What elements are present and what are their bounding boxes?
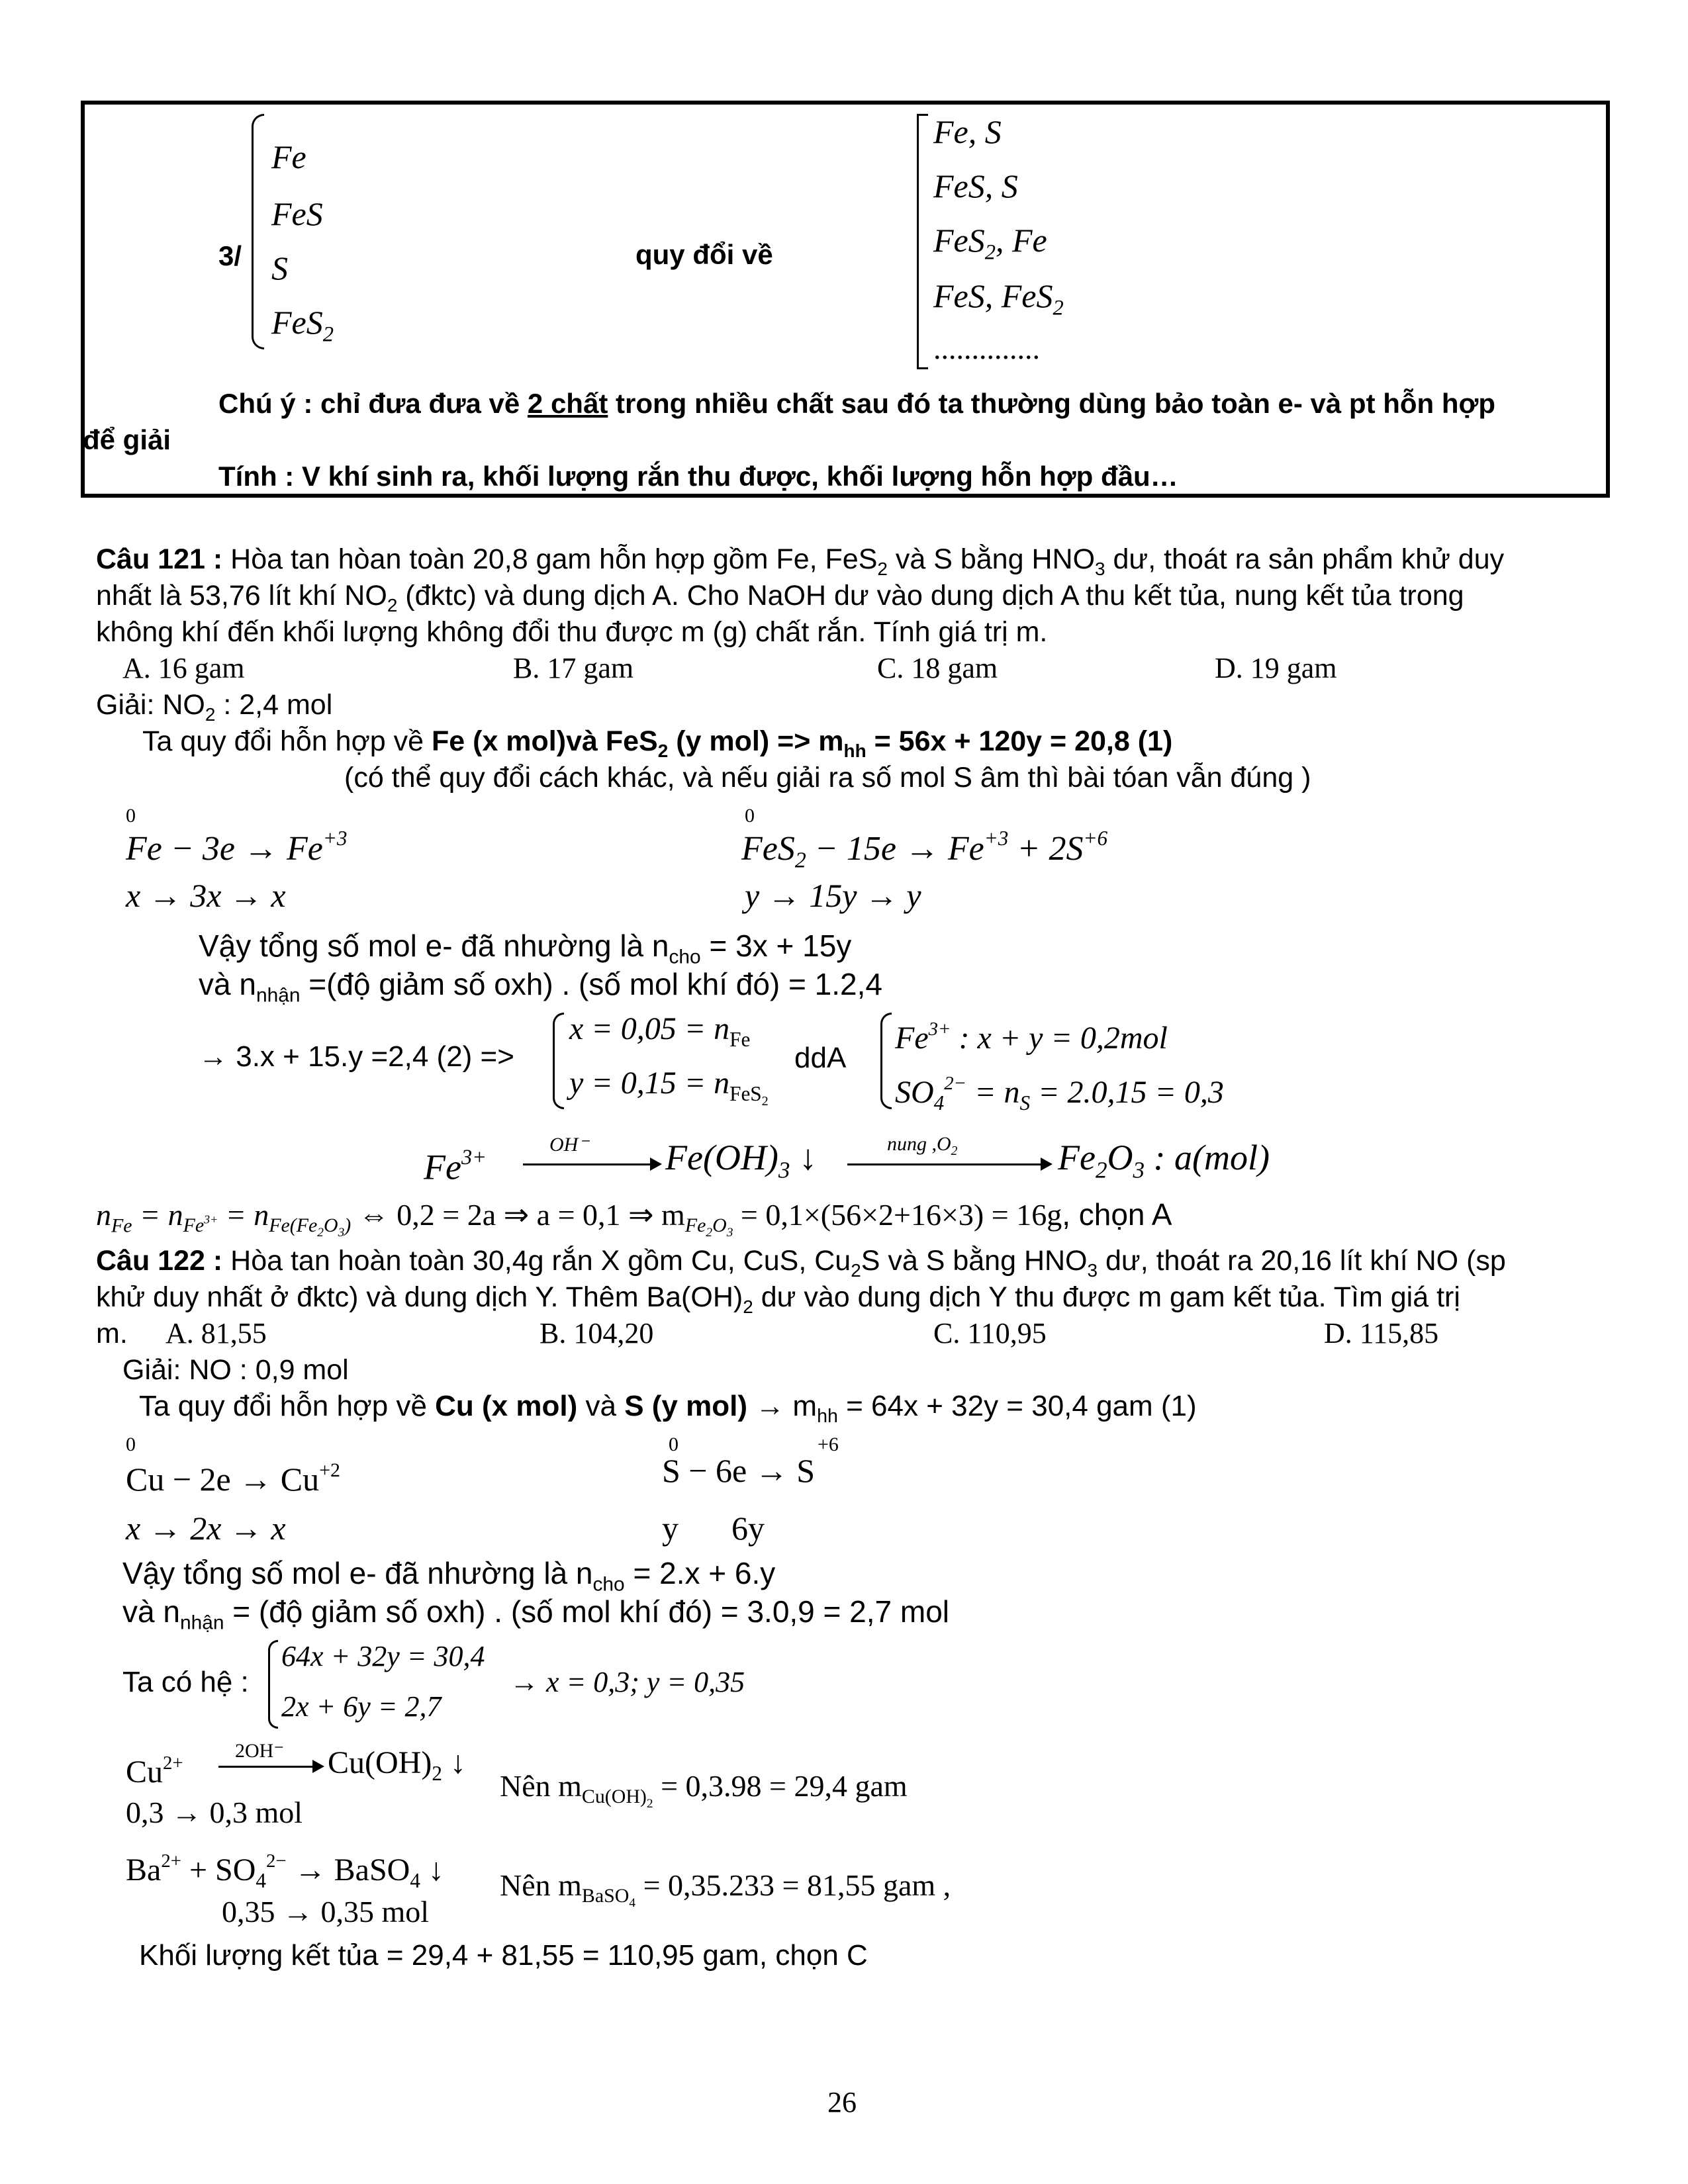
q121-ion-fe: $Fe^{3+}$ : x + y = 0,2mol: [895, 1019, 1168, 1056]
q122-r1-product: $Cu(OH)_2$ ↓: [328, 1745, 466, 1785]
right-set-item: FeS, FeS$_2$: [933, 277, 1064, 320]
q122-sys-result: → x = 0,3; y = 0,35: [510, 1666, 745, 1698]
q122-convert-line: Ta quy đổi hỗn hợp về Cu (x mol) và S (y $mol) \to m_{hh} = 64x + 32y = 30,4$ gam (1): [139, 1390, 1197, 1427]
q122-total: Khối lượng kết tủa = 29,4 + 81,55 = 110,95 gam, chọn C: [139, 1939, 868, 1972]
arrow-head: [312, 1760, 324, 1773]
page-number: 26: [827, 2086, 857, 2118]
q121-option-c[interactable]: C. 18 gam: [877, 652, 998, 684]
scheme-fe2o3: $Fe_2O_3$ : a(mol): [1058, 1138, 1270, 1183]
q121-solution-header: Giải: $NO_2$ : 2,4 mol: [96, 689, 333, 725]
convert-label: quy đổi về: [635, 239, 773, 270]
q122-eq-s-mol-y: y: [662, 1510, 679, 1547]
q121-convert-note: (có thể quy đổi cách khác, và nếu giải ra số mol S âm thì bài tóan vẫn đúng ): [344, 762, 1311, 794]
q121-text-line: Câu 121 : Hòa tan hòan toàn 20,8 gam hỗn hợp gồm Fe, FeS$_2$ và S bằng $HNO_3$ dư, thoát ra sản phẩm khử duy: [96, 543, 1505, 579]
q121-final-line: $n_{Fe} = n_{Fe^{3+}} = n_{Fe(Fe_2O_3)}$ ⇔ 0,2 = 2a ⇒ a = 0,1 ⇒ $m_{Fe_2O_3} = 0,1\times(56\times 2+16\times 3) = 16g$, chọn A: [96, 1197, 1172, 1240]
q121-text-line: nhất là 53,76 lít khí $NO_2$ (đktc) và dung dịch A. Cho NaOH dư vào dung dịch A thu kết tủa, nung kết tủa trong: [96, 580, 1464, 615]
q122-eq-s-mol-6y: 6y: [731, 1510, 765, 1547]
q122-r2-eq: $Ba^{2+} + SO_4^{2-}$ → BaSO$_4$ ↓: [126, 1850, 444, 1893]
arrow-line: [218, 1766, 318, 1768]
q122-r1-mol: 0,3 → 0,3 mol: [126, 1796, 303, 1829]
oxidation-zero: 0: [126, 805, 136, 827]
q122-solution-header: Giải: NO : 0,9 mol: [122, 1354, 349, 1386]
right-set-item: ..............: [933, 332, 1040, 365]
q122-text-line: Câu 122 : Hòa tan hoàn toàn 30,4g rắn X gồm Cu, CuS, $Cu_2S$ và S bằng $HNO_3$ dư, thoát ra 20,16 lít khí NO (sp: [96, 1245, 1506, 1281]
q122-sys-eq1: 64x + 32y = 30,4: [281, 1640, 485, 1672]
q121-convert-line: Ta quy đổi hỗn hợp về Fe (x mol)và FeS$_2$ (y $mol) => m_{hh} = 56x + 120y = 20,8$ (1): [142, 725, 1173, 761]
right-set-item: Fe, S: [933, 113, 1002, 150]
q121-sum-give: Vậy tổng số mol e- đã nhường là $n_{cho} = 3x + 15y$: [199, 929, 852, 968]
system-brace: [553, 1013, 564, 1109]
scheme-reagent-oh: OH⁻: [549, 1134, 589, 1156]
left-set-item: FeS: [271, 195, 323, 232]
q122-r2-mass: Nên $m_{BaSO_4} = 0,35.233 = 81,55$ gam ,: [500, 1868, 951, 1911]
calc-line: Tính : V khí sinh ra, khối lượng rắn thu được, khối lượng hỗn hợp đầu…: [218, 461, 1178, 492]
oxidation-plus6: +6: [818, 1433, 839, 1455]
q121-eq-fe-mol: x → 3x → x: [126, 877, 286, 914]
q122-r2-mol: 0,35 → 0,35 mol: [222, 1895, 430, 1929]
q122-system-lead: Ta có hệ :: [122, 1666, 249, 1698]
q122-option-d[interactable]: D. 115,85: [1324, 1317, 1439, 1349]
q122-text-line: m.: [96, 1318, 128, 1349]
q122-option-b[interactable]: B. 104,20: [539, 1317, 654, 1349]
q121-system-lead: → 3.x + 15.y =2,4 (2) =>: [199, 1040, 514, 1073]
q121-sum-recv: và $n_{nhận}$ =(độ giảm số oxh) . (số mol khí đó) = 1.2,4: [199, 967, 882, 1007]
left-set-item: S: [271, 250, 288, 287]
right-set-item: FeS$_2$, Fe: [933, 222, 1047, 265]
q121-eq-fes2-mol: y → 15y → y: [745, 877, 921, 914]
note-line-2: để giải: [83, 424, 171, 455]
arrow-line: [523, 1163, 655, 1165]
arrow-head: [1041, 1158, 1053, 1171]
q121-sys-eq2: $y = 0,15 = n_{FeS_2}$: [569, 1066, 769, 1109]
summary-box: [81, 101, 1610, 498]
q121-eq-fes2: $FeS_2 - 15e \to Fe^{+3} + 2S^{+6}$: [741, 827, 1108, 873]
dda-label: ddA: [794, 1042, 847, 1074]
q121-option-a[interactable]: A. 16 gam: [122, 652, 245, 684]
q122-r1-mass: Nên $m_{Cu(OH)_2} = 0,3.98 = 29,4$ gam: [500, 1769, 908, 1811]
arrow-line: [847, 1163, 1046, 1165]
q122-sum-give: Vậy tổng số mol e- đã nhường là $n_{cho} = 2.x + 6.y$: [122, 1556, 776, 1596]
q122-r1-cu: $Cu^{2+}$: [126, 1752, 183, 1790]
q122-r1-reagent: 2OH⁻: [235, 1740, 285, 1762]
q122-eq-cu-mol: x → 2x → x: [126, 1510, 286, 1547]
q122-option-a[interactable]: A. 81,55: [165, 1317, 267, 1349]
q122-text-line: khử duy nhất ở đktc) và dung dịch Y. Thêm $Ba(OH)_2$ dư vào dung dịch Y thu được m gam kết tủa. Tìm giá trị: [96, 1281, 1460, 1317]
left-set-item: Fe: [271, 138, 306, 175]
q121-ion-so4: $SO_4^{2-} = n_S = 2.0,15 = 0,3$: [895, 1073, 1224, 1115]
q121-option-b[interactable]: B. 17 gam: [513, 652, 634, 684]
note-line: Chú ý : chỉ đưa đưa về 2 chất trong nhiều chất sau đó ta thường dùng bảo toàn e- và pt hỗn hợp: [218, 388, 1496, 419]
q121-sys-eq1: $x = 0,05 = n_{Fe}$: [569, 1011, 751, 1051]
oxidation-zero: 0: [126, 1433, 136, 1455]
left-brace: [252, 114, 264, 349]
scheme-reagent-nung: nung $,O_2$: [887, 1133, 958, 1158]
system-brace: [268, 1640, 278, 1729]
scheme-feoh3: $Fe(OH)_3$ ↓: [665, 1138, 817, 1183]
left-set-item: FeS$_2$: [271, 304, 334, 347]
oxidation-zero: 0: [669, 1433, 679, 1455]
q122-sum-recv: và $n_{nhận}$ = (độ giảm số oxh) . (số mol khí đó) = 3.0,9 = 2,7 mol: [122, 1594, 950, 1634]
right-set-item: FeS, S: [933, 167, 1018, 205]
ion-brace: [880, 1013, 892, 1109]
q122-eq-s: S − 6e → S: [662, 1452, 816, 1489]
q122-sys-eq2: 2x + 6y = 2,7: [281, 1690, 442, 1723]
item-label: 3/: [218, 240, 242, 271]
scheme-fe3: $Fe^{3+}$: [424, 1146, 487, 1187]
oxidation-zero: 0: [745, 805, 755, 827]
q122-eq-cu: $Cu - 2e \to Cu^{+2}$: [126, 1459, 341, 1498]
q121-text-line: không khí đến khối lượng không đổi thu được m (g) chất rắn. Tính giá trị m.: [96, 616, 1048, 648]
q121-eq-fe: $Fe - 3e \to Fe^{+3}$: [126, 827, 348, 868]
q122-option-c[interactable]: C. 110,95: [933, 1317, 1047, 1349]
q121-option-d[interactable]: D. 19 gam: [1215, 652, 1337, 684]
right-bracket: [917, 114, 928, 369]
arrow-head: [650, 1158, 662, 1171]
